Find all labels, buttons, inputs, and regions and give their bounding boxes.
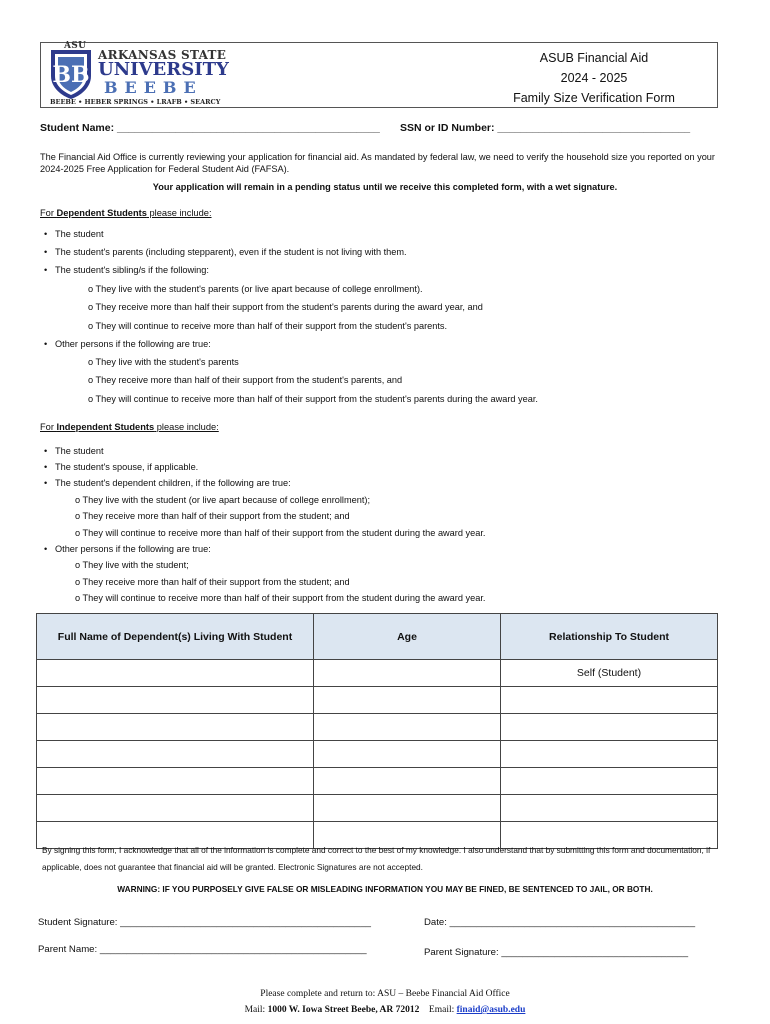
relationship-cell[interactable] (501, 795, 718, 822)
age-cell[interactable] (314, 660, 501, 687)
sub-list-item: o They live with the student's parents (88, 357, 239, 367)
age-cell[interactable] (314, 687, 501, 714)
footer-contact-line (0, 1002, 770, 1018)
sub-list-item-text: They live with the student's parents (or live apart because of college enrollment). (95, 284, 423, 294)
age-cell[interactable] (314, 795, 501, 822)
logo-line-1: ARKANSAS STATE (98, 48, 227, 62)
list-item-text: The student's dependent children, if the following are true: (55, 478, 291, 488)
mail-label: Mail: (244, 1005, 268, 1015)
date-field[interactable]: Date: ______________________________________________ (424, 917, 696, 928)
logo-line-2: UNIVERSITY (98, 59, 229, 80)
sub-list-item-text: They receive more than half of their support from the student; and (82, 577, 350, 587)
list-item-text: The student's spouse, if applicable. (55, 462, 199, 472)
logo-line-3: BEEBE (104, 78, 203, 97)
intro-paragraph: The Financial Aid Office is currently reviewing your application for financial aid. As mandated by federal law, we need to verify the household size you reported on your 2024-2025 Free Application for Federal Student Aid (FAFSA). (40, 152, 715, 174)
sub-list-item: o They receive more than half of their support from the student's parents, and (88, 375, 403, 385)
email-label: Email: (428, 1005, 457, 1015)
table-row (37, 714, 718, 741)
dependent-heading (40, 208, 212, 218)
acknowledgement-text: By signing this form, I acknowledge that all of the information is complete and correct to the best of my knowledge. I also understand that by submitting this form and documentation, if applicable, does not guarantee that financial aid will be granted. Electronic Signatures are not accepted. (42, 845, 711, 872)
form-years: 2024 - 2025 (560, 71, 628, 85)
sub-list-item: o They will continue to receive more than half of their support from the student's parents. (88, 321, 448, 331)
age-cell[interactable] (314, 714, 501, 741)
student-info-row (40, 122, 720, 134)
col-header-age: Age (314, 614, 501, 660)
warning-text: WARNING: IF YOU PURPOSELY GIVE FALSE OR MISLEADING INFORMATION YOU MAY BE FINED, BE SENTENCED TO JAIL, OR BOTH. (117, 884, 653, 894)
dependent-heading-bold: Dependent Students (56, 208, 147, 218)
relationship-cell[interactable] (501, 768, 718, 795)
independent-heading-bold: Independent Students (56, 422, 155, 432)
dependent-heading-pre: For (40, 208, 57, 218)
independent-heading-post: please include: (154, 422, 219, 432)
table-header-row (37, 614, 718, 660)
sub-list-item: o They receive more than half of their support from the student; and (75, 511, 350, 521)
age-cell[interactable] (314, 768, 501, 795)
asu-beebe-logo (48, 41, 229, 106)
sub-list-item-text: They live with the student's parents (95, 357, 239, 367)
pending-note: Your application will remain in a pending status until we receive this completed form, with a wet signature. (152, 182, 618, 192)
age-cell[interactable] (314, 741, 501, 768)
form-title: Family Size Verification Form (513, 91, 675, 105)
name-cell[interactable] (37, 660, 314, 687)
relationship-cell: Self (Student) (501, 660, 718, 687)
office-name: ASUB Financial Aid (539, 51, 649, 65)
list-item-text: Other persons if the following are true: (55, 544, 211, 554)
logo-asu-mark: ASU (64, 41, 87, 51)
independent-heading (40, 422, 219, 432)
sub-list-item: o They will continue to receive more than half of their support from the student during the award year. (75, 528, 486, 538)
table-row (37, 741, 718, 768)
col-header-name: Full Name of Dependent(s) Living With Student (37, 614, 314, 660)
table-row (37, 687, 718, 714)
sub-list-item-text: They receive more than half of their support from the student's parents, and (95, 375, 403, 385)
name-cell[interactable] (37, 795, 314, 822)
sub-list-item: o They live with the student's parents (or live apart because of college enrollment). (88, 284, 423, 294)
logo-tagline: BEEBE • HEBER SPRINGS • LRAFB • SEARCY (50, 98, 221, 106)
parent-signature-field[interactable]: Parent Signature: ___________________________________ (424, 947, 689, 958)
student-signature-field[interactable]: Student Signature: _______________________________________________ (38, 917, 371, 928)
name-cell[interactable] (37, 768, 314, 795)
table-row (37, 795, 718, 822)
sub-list-item-text: They will continue to receive more than half of their support from the student during the award year. (82, 593, 486, 603)
email-link[interactable]: finaid@asub.edu (456, 1005, 526, 1015)
sub-list-item-text: They live with the student (or live apart because of college enrollment); (82, 495, 371, 505)
relationship-cell[interactable] (501, 741, 718, 768)
sub-list-item-text: They live with the student; (82, 560, 189, 570)
name-cell[interactable] (37, 741, 314, 768)
shield-logo-icon (48, 46, 94, 100)
table-row (37, 660, 718, 687)
sub-list-item: o They receive more than half of their support from the student; and (75, 577, 350, 587)
relationship-cell[interactable] (501, 714, 718, 741)
form-title-block (434, 48, 694, 108)
sub-list-item: o They will continue to receive more than half of their support from the student's parents during the award year. (88, 394, 538, 404)
name-cell[interactable] (37, 687, 314, 714)
sub-list-item: o They live with the student; (75, 560, 189, 570)
sub-list-item-text: They receive more than half their support from the student's parents during the award year, and (95, 302, 483, 312)
sub-list-item: o They will continue to receive more than half of their support from the student during the award year. (75, 593, 486, 603)
list-item-text: The student's parents (including stepparent), even if the student is not living with them. (55, 247, 407, 257)
relationship-cell[interactable] (501, 687, 718, 714)
parent-name-field[interactable]: Parent Name: __________________________________________________ (38, 944, 367, 955)
svg-text:BB: BB (52, 62, 90, 88)
col-header-relationship: Relationship To Student (501, 614, 718, 660)
student-name-field[interactable]: Student Name: _____________________________________________ (40, 122, 380, 134)
dependents-table (36, 613, 718, 849)
list-item-text: The student (55, 446, 104, 456)
dependent-heading-post: please include: (146, 208, 212, 218)
list-item-text: The student (55, 229, 104, 239)
ssn-field[interactable]: SSN or ID Number: _________________________________ (400, 122, 691, 134)
sub-list-item-text: They will continue to receive more than half of their support from the student during the award year. (82, 528, 486, 538)
sub-list-item-text: They will continue to receive more than half of their support from the student's parents. (95, 321, 448, 331)
sub-list-item: o They receive more than half their support from the student's parents during the award year, and (88, 302, 483, 312)
list-item-text: Other persons if the following are true: (55, 339, 211, 349)
name-cell[interactable] (37, 714, 314, 741)
footer-return-line: Please complete and return to: ASU – Beebe Financial Aid Office (260, 989, 510, 999)
footer (0, 986, 770, 1018)
sub-list-item: o They live with the student (or live apart because of college enrollment); (75, 495, 371, 505)
sub-list-item-text: They will continue to receive more than half of their support from the student's parents during the award year. (95, 394, 538, 404)
independent-heading-pre: For (40, 422, 57, 432)
table-row (37, 768, 718, 795)
mail-address: 1000 W. Iowa Street Beebe, AR 72012 (267, 1005, 420, 1015)
sub-list-item-text: They receive more than half of their support from the student; and (82, 511, 350, 521)
list-item-text: The student's sibling/s if the following: (55, 265, 209, 275)
